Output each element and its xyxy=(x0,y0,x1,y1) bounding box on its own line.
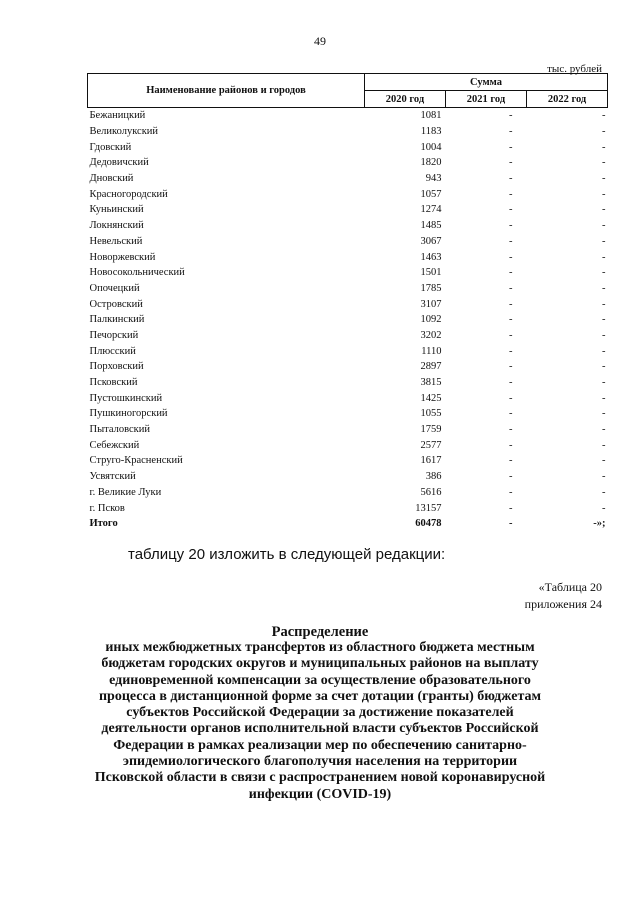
cell-2020: 1425 xyxy=(420,392,442,404)
cell-2021: - xyxy=(509,455,513,467)
cell-name: Струго-Красненский xyxy=(89,455,183,467)
cell-2021: - xyxy=(509,204,513,216)
cell-2020: 2577 xyxy=(420,439,442,451)
cell-2022: - xyxy=(602,345,606,357)
transfers-table xyxy=(87,73,608,532)
cell-2021: - xyxy=(509,345,513,357)
cell-name: Усвятский xyxy=(89,471,136,483)
cell-2021: - xyxy=(509,314,513,326)
cell-2020: 1183 xyxy=(420,126,442,138)
table-row xyxy=(88,171,608,187)
cell-2020: 13157 xyxy=(415,502,442,514)
table-row xyxy=(88,202,608,218)
cell-name: Печорский xyxy=(89,329,139,341)
cell-2020: 3815 xyxy=(420,377,442,389)
cell-2021: - xyxy=(509,141,513,153)
cell-2021: - xyxy=(509,282,513,294)
cell-2022: - xyxy=(602,141,606,153)
table-row xyxy=(88,312,608,328)
cell-2022: - xyxy=(602,486,606,498)
table-row xyxy=(88,124,608,140)
cell-2020: 2897 xyxy=(420,361,442,373)
cell-2020: 1820 xyxy=(420,157,442,169)
section-description: иных межбюджетных трансфертов из областного бюджета местным бюджетам городских округов и муниципальных районов на выплату единовременной компенсации за осуществление образовательного процесса в дистанционной форме за счет дотации (гранты) бюджетам субъектов Российской Федерации за достижение показателей деятельности органов исполнительной власти субъектов Российской Федерации в рамках реализации мер по обеспечению санитарно-эпидемиологического благополучия населения на территории Псковской области в связи с распространением новой коронавирусной инфекции (COVID-19) xyxy=(94,640,546,802)
cell-2022: - xyxy=(602,188,606,200)
cell-2022: - xyxy=(602,173,606,185)
cell-2020: 1485 xyxy=(420,220,442,232)
cell-2022: - xyxy=(602,220,606,232)
table-row xyxy=(88,343,608,359)
cell-name: Итого xyxy=(89,518,118,530)
cell-2022: - xyxy=(602,471,606,483)
header-year-2020: 2020 год xyxy=(365,91,446,108)
cell-name: г. Великие Луки xyxy=(89,486,162,498)
table-row xyxy=(88,108,608,124)
table-row xyxy=(88,234,608,250)
cell-2020: 943 xyxy=(425,173,442,185)
table-row xyxy=(88,422,608,438)
cell-2021: - xyxy=(509,251,513,263)
table-row xyxy=(88,469,608,485)
cell-2021: - xyxy=(509,377,513,389)
cell-2020: 1785 xyxy=(420,282,442,294)
lead-text: таблицу 20 изложить в следующей редакции: xyxy=(128,546,446,563)
cell-2021: - xyxy=(509,298,513,310)
cell-2022: - xyxy=(602,424,606,436)
table-row xyxy=(88,453,608,469)
cell-2020: 1004 xyxy=(420,141,442,153)
cell-name: Локнянский xyxy=(89,220,144,232)
cell-name: Пушкиногорский xyxy=(89,408,168,420)
cell-2022: - xyxy=(602,298,606,310)
total-row xyxy=(88,516,608,532)
cell-2022: - xyxy=(602,329,606,341)
header-sum: Сумма xyxy=(365,74,608,91)
cell-2020: 1501 xyxy=(420,267,442,279)
cell-2020: 1081 xyxy=(420,110,442,122)
table-row xyxy=(88,186,608,202)
cell-2022: - xyxy=(602,251,606,263)
table-row xyxy=(88,139,608,155)
cell-2021: - xyxy=(509,424,513,436)
cell-2022: - xyxy=(602,392,606,404)
cell-2021: - xyxy=(509,486,513,498)
table-row xyxy=(88,375,608,391)
table-row xyxy=(88,155,608,171)
cell-name: г. Псков xyxy=(89,502,125,514)
cell-2021: - xyxy=(509,173,513,185)
cell-name: Новосокольнический xyxy=(89,267,185,279)
cell-2022: - xyxy=(602,439,606,451)
cell-2021: - xyxy=(509,235,513,247)
cell-2021: - xyxy=(509,126,513,138)
section-title: Распределение xyxy=(271,624,369,640)
cell-name: Пыталовский xyxy=(89,424,150,436)
cell-name: Дедовичский xyxy=(89,157,149,169)
cell-2022: - xyxy=(602,110,606,122)
cell-name: Гдовский xyxy=(89,141,132,153)
cell-2021: - xyxy=(509,392,513,404)
cell-2020: 1057 xyxy=(420,188,442,200)
cell-2021: - xyxy=(509,188,513,200)
cell-name: Бежаницкий xyxy=(89,110,146,122)
cell-2022: - xyxy=(602,502,606,514)
table-row xyxy=(88,249,608,265)
cell-2020: 1274 xyxy=(420,204,442,216)
cell-name: Плюсский xyxy=(89,345,136,357)
page-number: 49 xyxy=(314,34,326,48)
cell-2021: - xyxy=(509,361,513,373)
header-name: Наименование районов и городов xyxy=(88,74,365,108)
cell-2022: - xyxy=(602,267,606,279)
table-row xyxy=(88,500,608,516)
cell-2021: - xyxy=(509,439,513,451)
table-row xyxy=(88,437,608,453)
cell-2022: -»; xyxy=(593,518,606,530)
table-row xyxy=(88,359,608,375)
cell-name: Псковский xyxy=(89,377,138,389)
cell-name: Невельский xyxy=(89,235,143,247)
cell-2020: 1463 xyxy=(420,251,442,263)
table-row xyxy=(88,328,608,344)
cell-name: Великолукский xyxy=(89,126,159,138)
appendix-reference: приложения 24 xyxy=(524,597,602,611)
cell-2022: - xyxy=(602,377,606,389)
cell-2020: 386 xyxy=(425,471,442,483)
cell-2020: 5616 xyxy=(420,486,442,498)
cell-2022: - xyxy=(602,235,606,247)
cell-name: Палкинский xyxy=(89,314,145,326)
cell-2022: - xyxy=(602,126,606,138)
table-row xyxy=(88,485,608,501)
cell-name: Себежский xyxy=(89,439,140,451)
cell-2022: - xyxy=(602,157,606,169)
cell-2020: 1617 xyxy=(420,455,442,467)
table-reference: «Таблица 20 xyxy=(538,580,602,594)
cell-name: Пустошкинский xyxy=(89,392,163,404)
cell-2022: - xyxy=(602,455,606,467)
units-label: тыс. рублей xyxy=(547,63,602,75)
cell-2020: 3067 xyxy=(420,235,442,247)
cell-2020: 1759 xyxy=(420,424,442,436)
table-row xyxy=(88,218,608,234)
cell-name: Дновский xyxy=(89,173,134,185)
header-year-2021: 2021 год xyxy=(446,91,527,108)
cell-2020: 1110 xyxy=(421,345,442,357)
cell-name: Порховский xyxy=(89,361,144,373)
cell-2022: - xyxy=(602,204,606,216)
header-year-2022: 2022 год xyxy=(527,91,608,108)
table-row xyxy=(88,281,608,297)
cell-2022: - xyxy=(602,361,606,373)
cell-2021: - xyxy=(509,157,513,169)
cell-2022: - xyxy=(602,314,606,326)
cell-name: Островский xyxy=(89,298,143,310)
cell-2021: - xyxy=(509,502,513,514)
cell-2022: - xyxy=(602,408,606,420)
cell-2021: - xyxy=(509,220,513,232)
table-row xyxy=(88,406,608,422)
cell-name: Куньинский xyxy=(89,204,144,216)
cell-2020: 1092 xyxy=(420,314,442,326)
cell-2020: 3202 xyxy=(420,329,442,341)
table-row xyxy=(88,390,608,406)
cell-name: Опочецкий xyxy=(89,282,140,294)
cell-2021: - xyxy=(509,408,513,420)
cell-name: Красногородский xyxy=(89,188,168,200)
cell-2020: 60478 xyxy=(415,518,442,530)
cell-2021: - xyxy=(509,471,513,483)
cell-2021: - xyxy=(509,329,513,341)
cell-2021: - xyxy=(509,110,513,122)
cell-2020: 1055 xyxy=(420,408,442,420)
cell-2021: - xyxy=(509,518,513,530)
cell-2021: - xyxy=(509,267,513,279)
cell-2020: 3107 xyxy=(420,298,442,310)
cell-name: Новоржевский xyxy=(89,251,156,263)
table-body xyxy=(88,108,608,532)
table-row xyxy=(88,296,608,312)
cell-2022: - xyxy=(602,282,606,294)
table-row xyxy=(88,265,608,281)
